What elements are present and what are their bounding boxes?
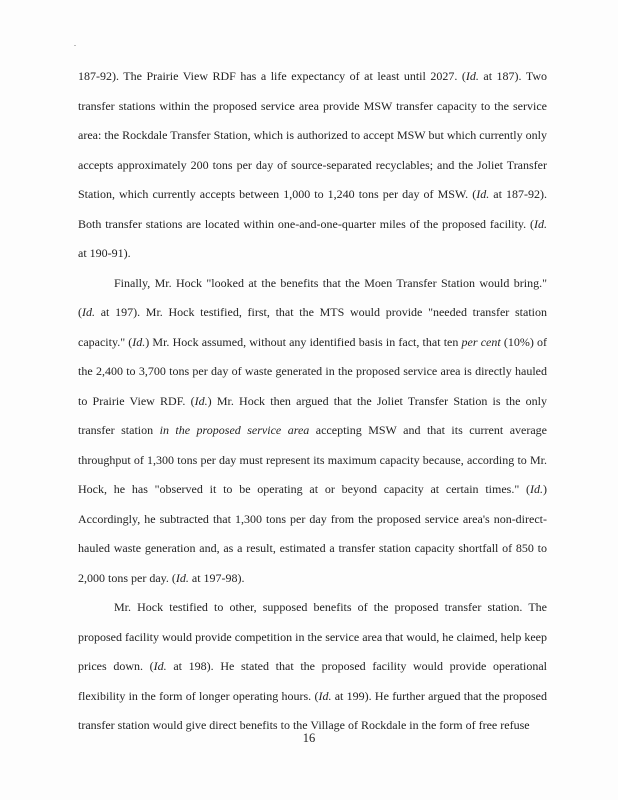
italic-text: Id. <box>82 305 95 319</box>
italic-text: Id. <box>132 334 146 349</box>
italic-text: Id. <box>530 482 543 496</box>
italic-text: per cent <box>461 334 501 349</box>
paragraph-text: ) Mr. Hock then argued that the Joliet Transfer Station is the only transfer station <box>78 393 547 437</box>
paragraph-text: at 197). Mr. Hock testified, first, that the MTS would provide "needed transfer station capacity." ( <box>78 305 547 349</box>
italic-text: Id. <box>318 688 332 703</box>
paragraph-3 <box>78 593 547 741</box>
paragraph-2 <box>78 269 547 594</box>
paragraph-1 <box>78 62 547 269</box>
paragraph-text: at 198). He stated that the proposed facility would provide operational flexibility in the form of longer operating hours. ( <box>78 659 547 703</box>
paragraph-text: Mr. Hock testified to other, supposed benefits of the proposed transfer station. The proposed facility would provide competition in the service area that would, he claimed, help keep prices down. ( <box>78 600 547 673</box>
italic-text: Id. <box>465 69 479 83</box>
italic-text: Id. <box>534 216 547 231</box>
paragraph-text: ) Mr. Hock assumed, without any identified basis in fact, that ten <box>145 334 462 349</box>
paragraph-text: 187-92). The Prairie View RDF has a life expectancy of at least until 2027. ( <box>78 69 466 83</box>
italic-text: Id. <box>194 393 208 408</box>
italic-text: Id. <box>476 187 490 201</box>
italic-text: Id. <box>175 570 189 585</box>
paragraph-text: at 197-98). <box>188 570 245 585</box>
paragraph-text: at 190-91). <box>78 246 131 260</box>
paragraph-text: at 199). He further argued that the proposed transfer station would give direct benefits to the Village of Rockdale in the form of free refuse <box>78 688 547 732</box>
paragraph-text: at 187). Two transfer stations within the proposed service area provide MSW transfer capacity to the service area: the Rockdale Transfer Station, which is authorized to accept MSW but which currently only accepts approximately 200 tons per day of source-separated recyclables; and the Joliet Transfer Station, which currently accepts between 1,000 to 1,240 tons per day of MSW. ( <box>78 69 547 201</box>
paragraph-text: accepting MSW and that its current average throughput of 1,300 tons per day must represent its maximum capacity because, according to Mr. Hock, he has "observed it to be operating at or beyond capacity at certain times." ( <box>78 423 547 496</box>
paragraph-text: at 187-92). Both transfer stations are located within one-and-one-quarter miles of the proposed facility. ( <box>78 187 548 231</box>
paragraph-text: Finally, Mr. Hock "looked at the benefits that the Moen Transfer Station would bring." ( <box>78 275 547 319</box>
italic-text: in the proposed service area <box>159 423 310 437</box>
scan-speck <box>74 45 76 46</box>
document-body <box>78 62 547 741</box>
page-number: 16 <box>302 731 316 745</box>
italic-text: Id. <box>153 659 167 673</box>
paragraph-text: (10%) of the 2,400 to 3,700 tons per day of waste generated in the proposed service area is directly hauled to Prairie View RDF. ( <box>78 334 548 408</box>
paragraph-text: ) Accordingly, he subtracted that 1,300 tons per day from the proposed service area's non-direct-hauled waste generation and, as a result, estimated a transfer station capacity shortfall of 850 to 2,000 tons per day. ( <box>78 482 547 585</box>
